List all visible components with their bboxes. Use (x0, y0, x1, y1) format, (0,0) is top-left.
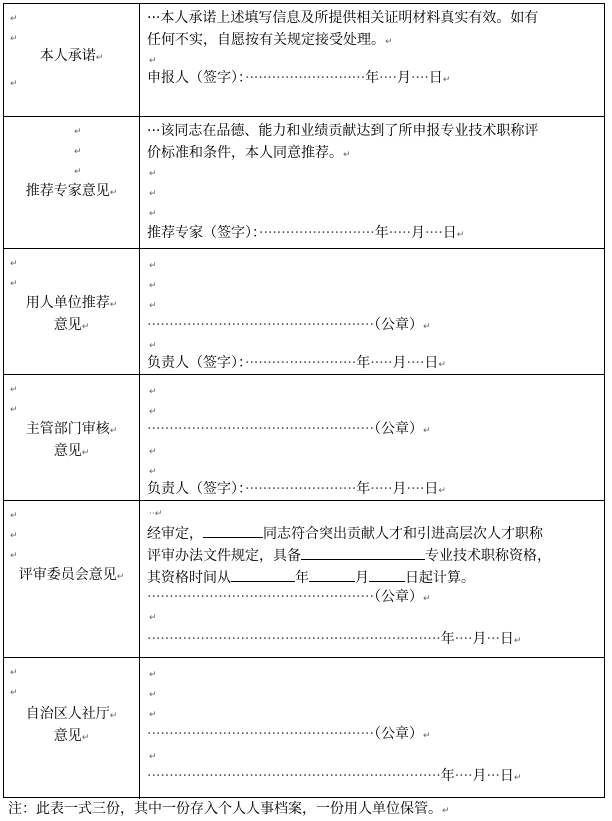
commitment-text-line2: 任何不实，自愿按有关规定接受处理。↵ (147, 32, 393, 48)
expert-text-line2: 价标准和条件，本人同意推荐。↵ (147, 145, 351, 161)
row-label: 推荐专家意见↵ (25, 183, 118, 199)
row-hrss-opinion (4, 658, 604, 799)
committee-text-line1: 经审定， 同志符合突出贡献人才和引进高层次人才职称 (147, 523, 600, 544)
year-blank[interactable] (231, 567, 295, 582)
label-cell: ↵ ↵ 主管部门审核↵ 意见↵ (4, 375, 140, 500)
commitment-text-line1: ···本人承诺上述填写信息及所提供相关证明材料真实有效。如有 (147, 10, 539, 26)
month-blank[interactable] (309, 567, 355, 582)
committee-text-line3: 其资格时间从 年 月 日起计算。 (147, 567, 600, 588)
hrss-seal-line: ···················································（公章）↵ (147, 726, 431, 742)
title-blank[interactable] (301, 545, 425, 560)
hrss-date-line: ··································································年····月···日↵ (147, 768, 522, 784)
committee-seal-line: ···················································（公章）↵ (147, 589, 431, 605)
label-cell: ↵ ↵ ↵ 推荐专家意见↵ (4, 117, 140, 248)
row-committee-opinion (4, 501, 604, 658)
row-employer-recommendation (4, 249, 604, 375)
content-cell: ↵ ↵ ···················································（公章）↵ ↵ ↵ 负责人（签字）：·························年·····月····日↵ (141, 375, 604, 500)
row-authority-review (4, 375, 604, 501)
day-blank[interactable] (369, 567, 405, 582)
content-cell: ···本人承诺上述填写信息及所提供相关证明材料真实有效。如有 任何不实，自愿按有关规定接受处理。↵ ↵ 申报人（签字）：···························年····月····日↵ (141, 4, 604, 116)
expert-signature-line: 推荐专家（签字）：··························年·····月····日↵ (147, 225, 465, 241)
committee-text-line2: 评审办法文件规定，具备 专业技术职称资格， (147, 545, 600, 566)
row-label-line1: 自治区人社厅↵ (25, 706, 118, 722)
content-cell: ↵ ↵ ↵ ···················································（公章）↵ ↵ 负责人（签字）：·························年·····月····日↵ (141, 249, 604, 374)
row-expert-recommendation (4, 117, 604, 249)
row-label-line2: 意见↵ (53, 317, 90, 333)
label-cell: ↵ ↵ 自治区人社厅↵ 意见↵ (4, 658, 140, 799)
row-label-line1: 用人单位推荐↵ (25, 295, 118, 311)
employer-signature-line: 负责人（签字）：·························年·····月····日↵ (147, 355, 446, 371)
row-label: 评审委员会意见↵ (18, 567, 125, 583)
footer-note: 注：此表一式三份，其中一份存入个人人事档案，一份用人单位保管。↵ (8, 801, 450, 817)
committee-date-line: ··································································年····月···日↵ (147, 631, 522, 647)
authority-signature-line: 负责人（签字）：·························年·····月····日↵ (147, 481, 446, 497)
name-blank[interactable] (203, 523, 263, 538)
content-cell: ···该同志在品德、能力和业绩贡献达到了所申报专业技术职称评 价标准和条件，本人同意推荐。↵ ↵ ↵ ↵ 推荐专家（签字）：··························年·····月····日↵ (141, 117, 604, 248)
applicant-signature-line: 申报人（签字）：···························年····月····日↵ (147, 70, 451, 86)
review-form-table (3, 3, 605, 798)
content-cell: ↵ ↵ ↵ ···················································（公章）↵ ↵ ··································································年····月···日↵ (141, 658, 604, 799)
row-label-line2: 意见↵ (53, 443, 90, 459)
content-cell: ··↵ 经审定， 同志符合突出贡献人才和引进高层次人才职称 评审办法文件规定，具备 专业技术职称资格， 其资格时间从 年 月 日起计算。 ···················································（公章）↵ ↵ ··································································年····月···日↵ (141, 501, 604, 657)
label-cell: ↵ ↵ 用人单位推荐↵ 意见↵ (4, 249, 140, 374)
label-cell: ↵ ↵ ↵ 评审委员会意见↵ (4, 501, 140, 657)
label-cell: ↵ ↵ 本人承诺↵ ↵ (4, 4, 140, 116)
employer-seal-line: ···················································（公章）↵ (147, 317, 431, 333)
expert-text-line1: ···该同志在品德、能力和业绩贡献达到了所申报专业技术职称评 (147, 123, 539, 139)
authority-seal-line: ···················································（公章）↵ (147, 421, 431, 437)
row-label-line2: 意见↵ (53, 728, 90, 744)
row-label-line1: 主管部门审核↵ (25, 421, 118, 437)
row-label: 本人承诺↵ (39, 48, 104, 64)
row-self-commitment (4, 4, 604, 117)
